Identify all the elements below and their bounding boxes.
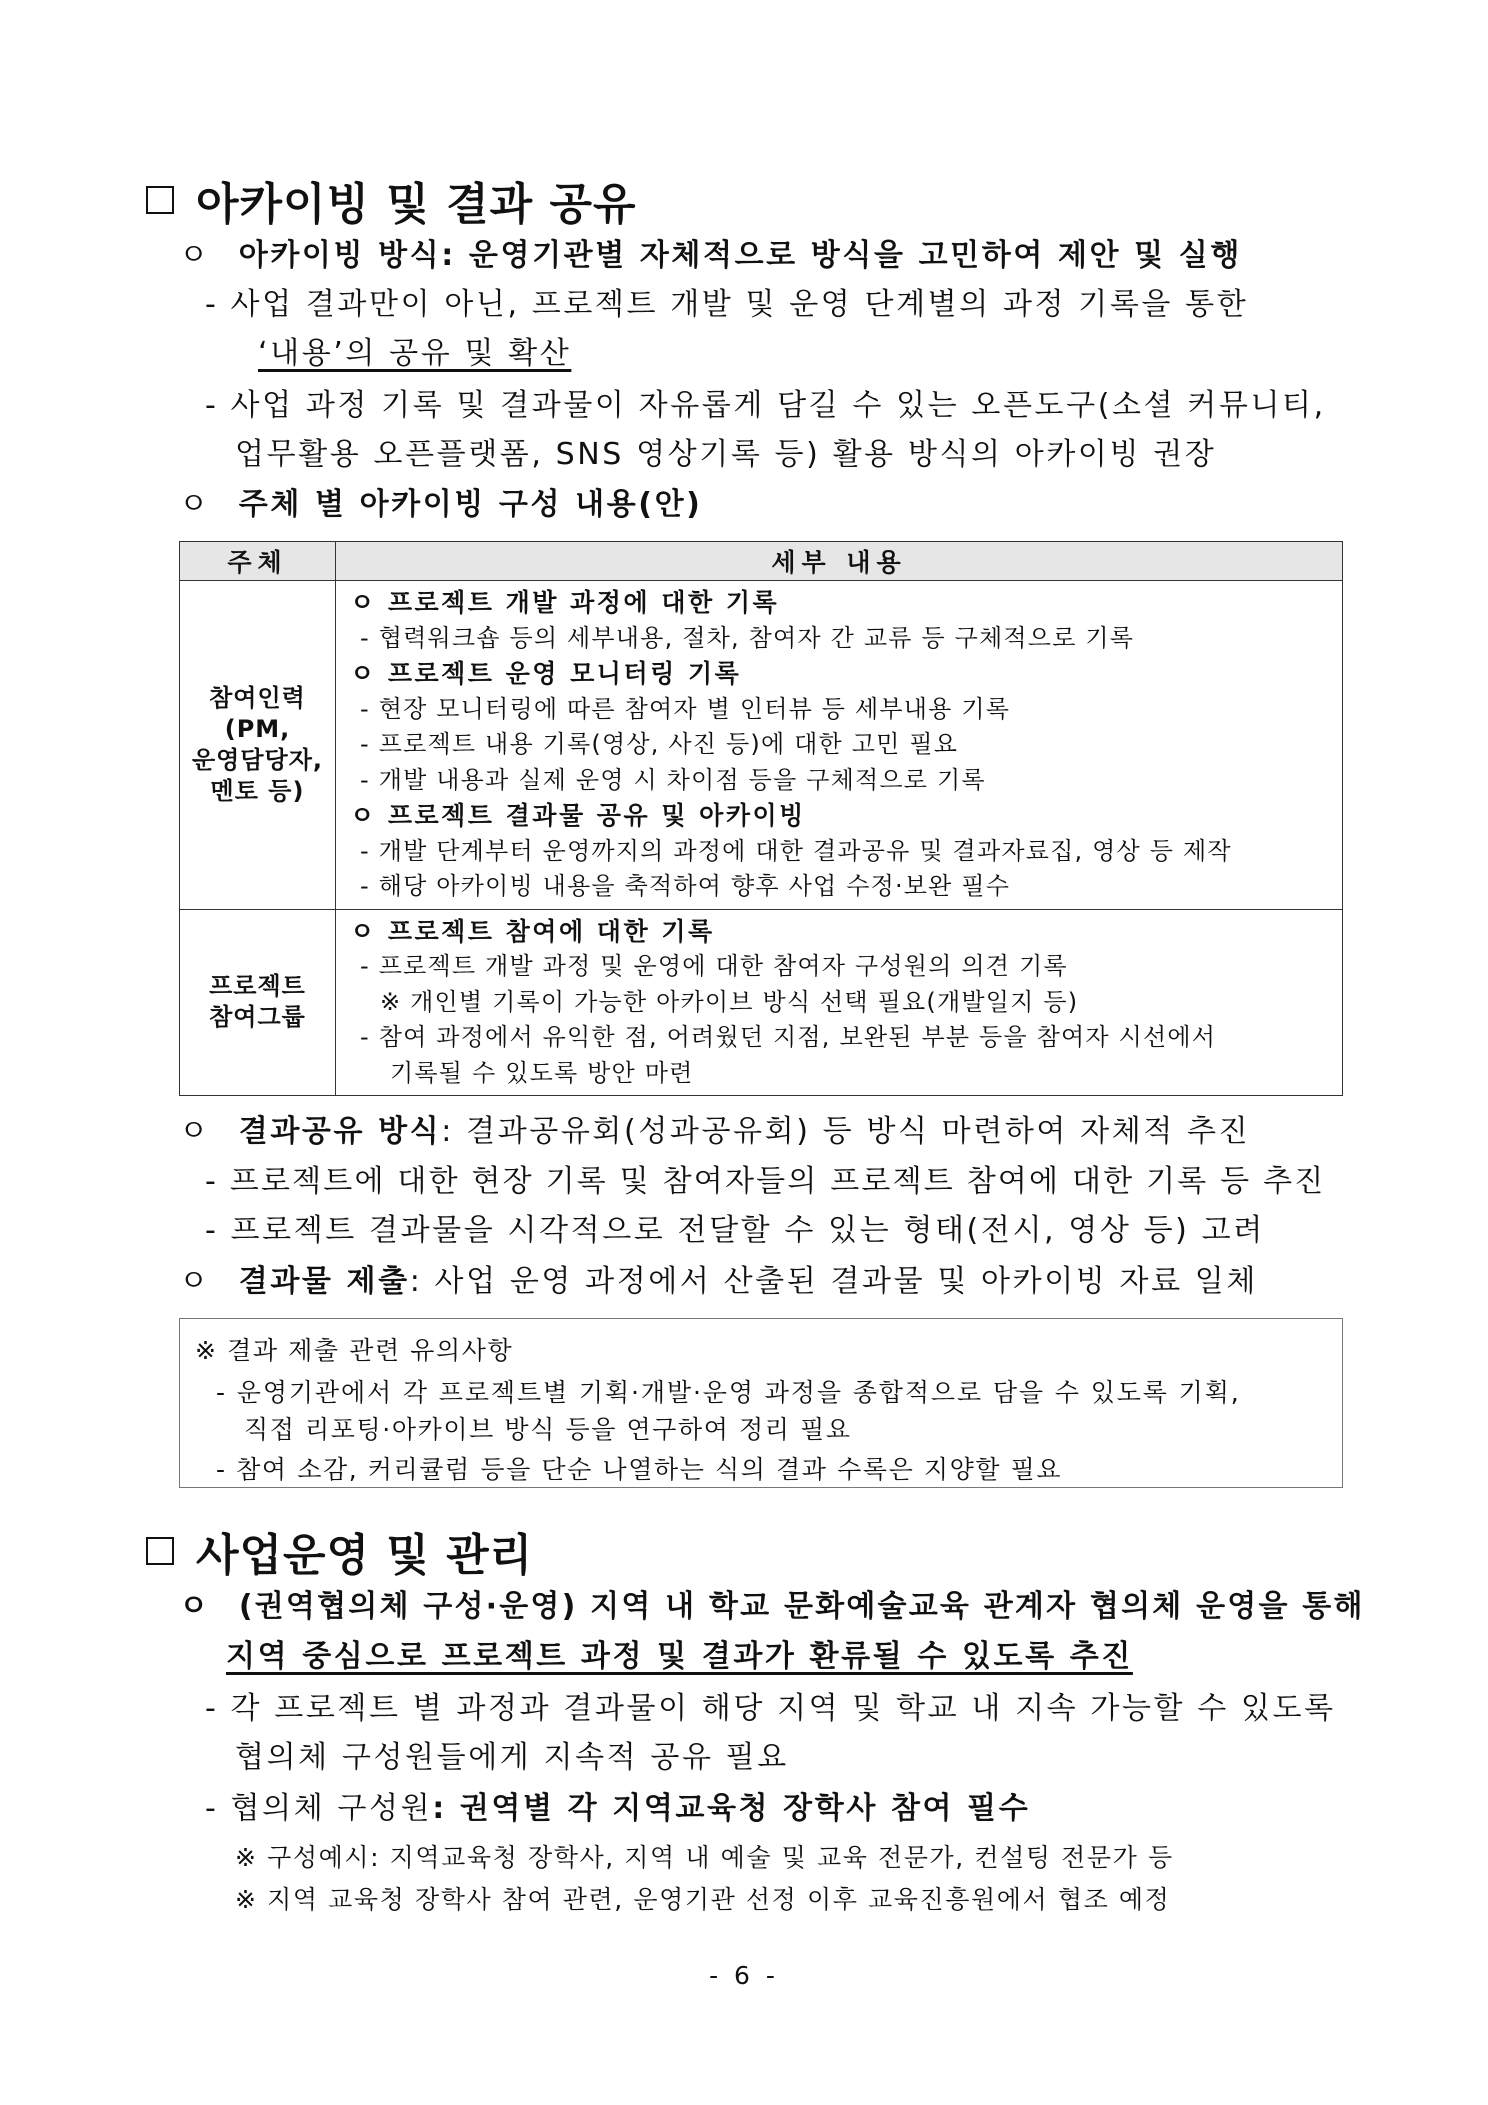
subject-line: 프로젝트 [209,972,306,1001]
archiving-table [179,541,1343,1096]
detail-note: ※ 개인별 기록이 가능한 아카이브 방식 선택 필요(개발일지 등) [380,987,1079,1016]
detail-line: - 프로젝트 내용 기록(영상, 사진 등)에 대한 고민 필요 [360,730,959,758]
subject-cell [180,909,336,1096]
bullet-text: : 결과공유회(성과공유회) 등 방식 마련하여 자체적 추진 [441,1114,1251,1149]
dash-item-council-members [205,1783,1030,1827]
dash-text: : 권역별 각 지역교육청 장학사 참여 필수 [432,1791,1031,1826]
bullet-subject-archiving [179,479,703,523]
bullet-text: (권역협의체 구성·운영) 지역 내 학교 문화예술교육 관계자 협의체 운영을 통해 [238,1589,1365,1624]
note-line: ※ 구성예시: 지역교육청 장학사, 지역 내 예술 및 교육 전문가, 컨설팅 전문가 등 [235,1843,1174,1872]
bullet-text: : 사업 운영 과정에서 산출된 결과물 및 아카이빙 자료 일체 [409,1264,1258,1299]
detail-line: - 개발 내용과 실제 운영 시 차이점 등을 구체적으로 기록 [360,765,986,794]
detail-heading: ㅇ 프로젝트 참여에 대한 기록 [350,916,715,946]
section-heading-archiving [146,168,637,232]
detail-line: - 해당 아카이빙 내용을 축적하여 향후 사업 수정·보완 필수 [360,872,1011,900]
detail-heading: ㅇ 프로젝트 결과물 공유 및 아카이빙 [350,801,806,830]
dash-item: - 프로젝트에 대한 현장 기록 및 참여자들의 프로젝트 참여에 대한 기록 등 추진 [205,1164,1326,1199]
subject-line: 참여그룹 [209,1003,306,1032]
section-title: 사업운영 및 관리 [196,1530,534,1581]
detail-cell [336,909,1343,1096]
detail-heading: ㅇ 프로젝트 운영 모니터링 기록 [350,659,742,688]
detail-line-continuation: 기록될 수 있도록 방안 마련 [390,1058,694,1087]
bullet-label: 주체 별 아카이빙 구성 내용(안) [238,487,703,522]
checkbox-square [146,186,174,214]
page-number: - 6 - [709,1961,779,1990]
checkbox-square [146,1537,174,1565]
bullet-mark: ㅇ [179,238,211,273]
subject-line: 멘토 등) [210,776,305,805]
detail-line: - 참여 과정에서 유익한 점, 어려웠던 지점, 보완된 부분 등을 참여자 시선에서 [360,1023,1217,1051]
detail-cell [336,581,1343,910]
notice-title: ※ 결과 제출 관련 유의사항 [195,1336,514,1365]
dash-item-continuation: ‘내용’의 공유 및 확산 [258,336,572,371]
bullet-mark: ㅇ [179,1264,211,1299]
table-header-cell: 세부 내용 [336,542,1343,581]
bullet-result-submission [179,1256,1258,1300]
dash-item-continuation: 업무활용 오픈플랫폼, SNS 영상기록 등) 활용 방식의 아카이빙 권장 [235,437,1217,472]
detail-line: - 개발 단계부터 운영까지의 과정에 대한 결과공유 및 결과자료집, 영상 등 제작 [360,836,1232,865]
table-header-cell: 주체 [180,542,336,581]
notice-line: - 참여 소감, 커리큘럼 등을 단순 나열하는 식의 결과 수록은 지양할 필요 [216,1455,1063,1484]
subject-line: (PM, [224,714,291,743]
bullet-result-sharing [179,1106,1250,1150]
bullet-mark: ㅇ [179,1114,211,1149]
bullet-label: 아카이빙 방식 [238,238,442,273]
subject-line: 참여인력 [209,683,306,712]
bullet-regional-council [179,1581,1365,1625]
note-line: ※ 지역 교육청 장학사 참여 관련, 운영기관 선정 이후 교육진흥원에서 협조 예정 [235,1885,1171,1914]
dash-item-continuation: 협의체 구성원들에게 지속적 공유 필요 [235,1740,789,1775]
section-title: 아카이빙 및 결과 공유 [196,179,637,230]
bullet-mark: ㅇ [179,1589,211,1624]
dash-item: - 사업 과정 기록 및 결과물이 자유롭게 담길 수 있는 오픈도구(소셜 커뮤니티, [205,388,1326,423]
subject-cell [180,581,336,910]
dash-item: - 프로젝트 결과물을 시각적으로 전달할 수 있는 형태(전시, 영상 등) 고려 [205,1213,1265,1248]
table-row [180,909,1343,1096]
bullet-label: 결과공유 방식 [238,1114,442,1149]
dash-item: - 각 프로젝트 별 과정과 결과물이 해당 지역 및 학교 내 지속 가능할 수 있도록 [205,1691,1336,1726]
bullet-mark: ㅇ [179,487,211,522]
detail-heading: ㅇ 프로젝트 개발 과정에 대한 기록 [350,588,780,617]
notice-box [179,1318,1343,1488]
section-heading-operation [146,1519,533,1583]
table-row [180,581,1343,910]
bullet-label: 결과물 제출 [238,1264,410,1299]
subject-line: 운영담당자, [191,745,324,774]
notice-line-continuation: 직접 리포팅·아카이브 방식 등을 연구하여 정리 필요 [244,1415,852,1444]
detail-line: - 협력워크숍 등의 세부내용, 절차, 참여자 간 교류 등 구체적으로 기록 [360,623,1135,652]
dash-label: - 협의체 구성원 [205,1791,433,1826]
bullet-continuation: 지역 중심으로 프로젝트 과정 및 결과가 환류될 수 있도록 추진 [226,1639,1133,1674]
detail-line: - 프로젝트 개발 과정 및 운영에 대한 참여자 구성원의 의견 기록 [360,952,1068,980]
detail-line: - 현장 모니터링에 따른 참여자 별 인터뷰 등 세부내용 기록 [360,694,1011,723]
notice-line: - 운영기관에서 각 프로젝트별 기획·개발·운영 과정을 종합적으로 담을 수 있도록 기획, [216,1378,1241,1407]
bullet-text: : 운영기관별 자체적으로 방식을 고민하여 제안 및 실행 [441,238,1242,273]
bullet-archiving-method [179,230,1242,274]
dash-item: - 사업 결과만이 아닌, 프로젝트 개발 및 운영 단계별의 과정 기록을 통한 [205,287,1249,322]
table-header-row [180,542,1343,581]
